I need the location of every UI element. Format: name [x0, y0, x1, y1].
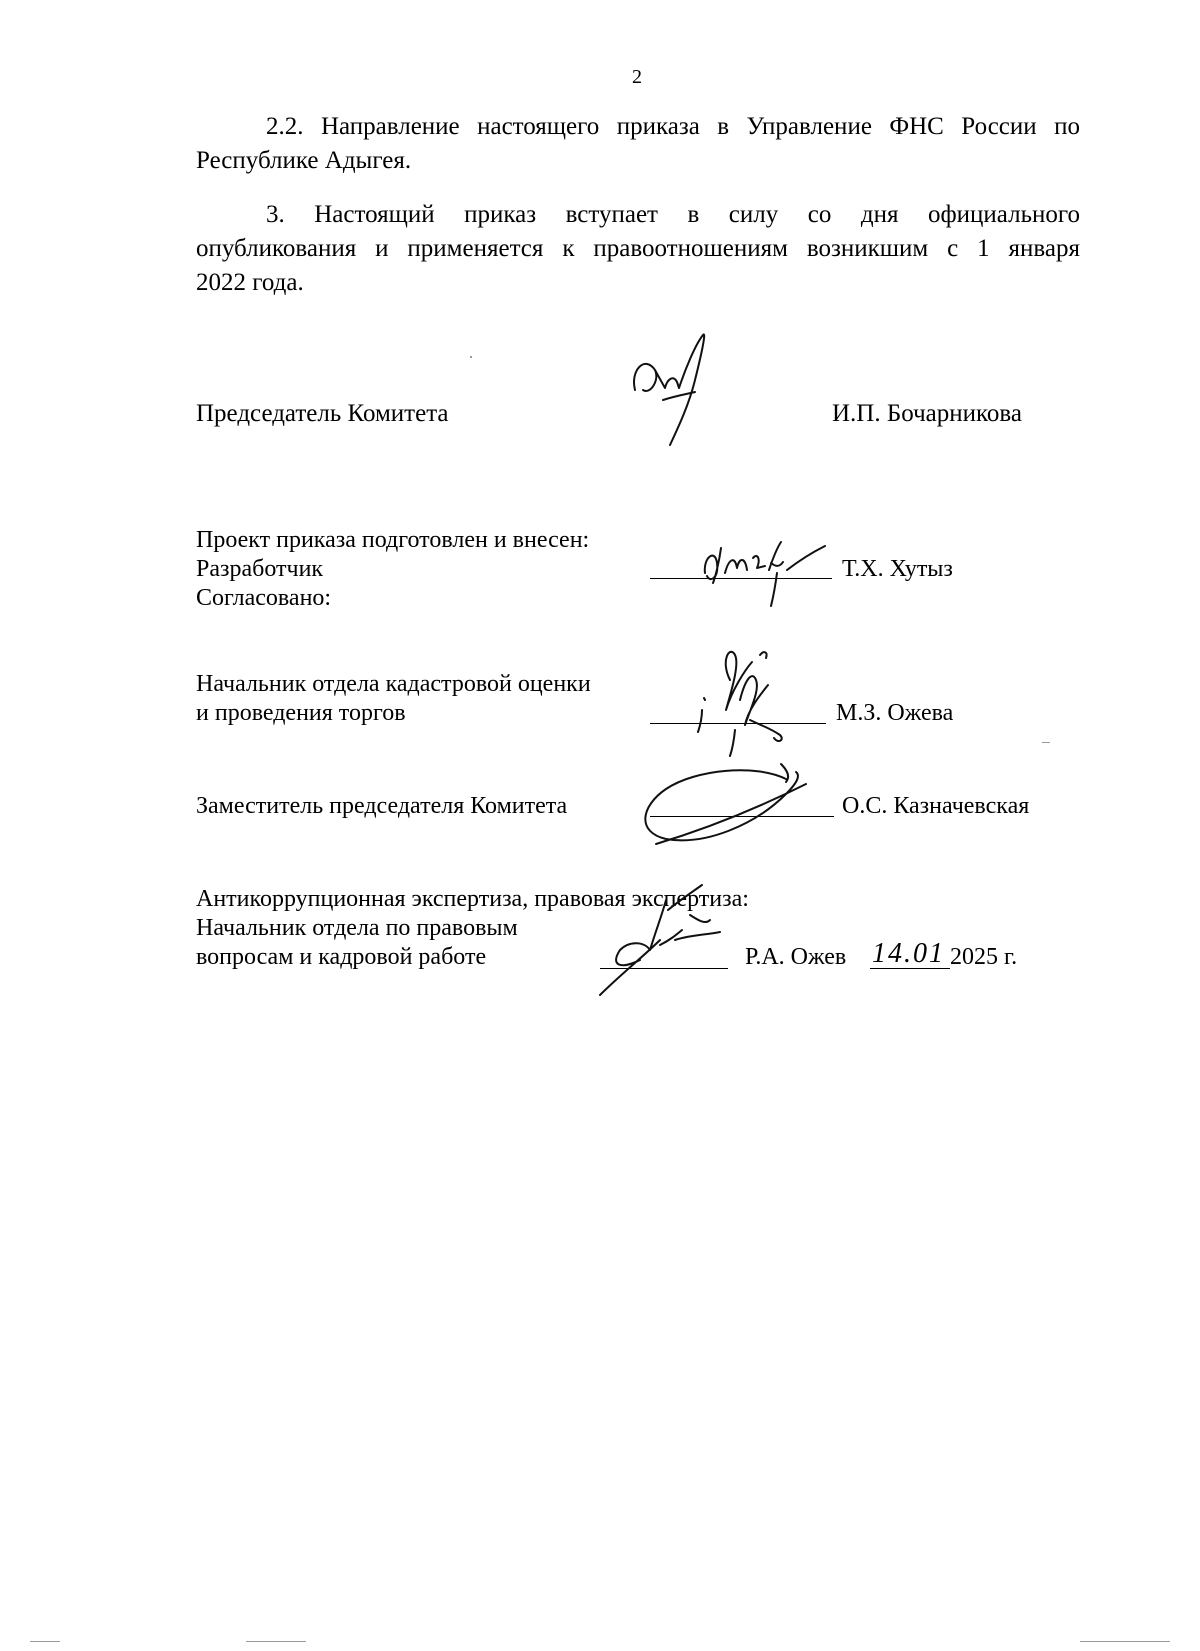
paragraph-3 [196, 198, 1080, 300]
scan-speck [1080, 1641, 1170, 1642]
signature-khutyz-icon [695, 528, 835, 608]
signature-kaznachevskaya-icon [636, 754, 816, 854]
developer-label: Разработчик [196, 556, 324, 582]
page-number: 2 [632, 66, 642, 88]
scan-speck [470, 356, 472, 358]
deputy-name: О.С. Казначевская [842, 793, 1030, 819]
cadastral-position-line-1: Начальник отдела кадастровой оценки [196, 671, 591, 697]
legal-position-line-1: Начальник отдела по правовым [196, 915, 518, 941]
signature-ozhev-icon [590, 880, 750, 1000]
paragraph-2-2-line-2: Республике Адыгея. [196, 147, 412, 174]
chairman-name: И.П. Бочарникова [832, 400, 1022, 427]
scan-speck [1042, 742, 1050, 743]
legal-date-handwritten: 14.01 [872, 938, 945, 969]
legal-date-year: 2025 г. [950, 944, 1018, 970]
cadastral-name: М.З. Ожева [836, 700, 954, 726]
developer-name: Т.Х. Хутыз [842, 556, 953, 582]
legal-position-line-2: вопросам и кадровой работе [196, 944, 487, 970]
agreed-label: Согласовано: [196, 585, 332, 611]
legal-name: Р.А. Ожев [745, 944, 847, 970]
chairman-position: Председатель Комитета [196, 400, 449, 427]
cadastral-position-line-2: и проведения торгов [196, 700, 406, 726]
paragraph-2-2-line-1: 2.2. Направление настоящего приказа в Управление ФНС России по [266, 113, 1080, 140]
deputy-position: Заместитель председателя Комитета [196, 793, 568, 819]
scan-speck [246, 1641, 306, 1642]
expertise-heading: Антикоррупционная экспертиза, правовая экспертиза: [196, 886, 749, 912]
signature-bocharnikova-icon [625, 330, 735, 450]
prepared-heading: Проект приказа подготовлен и внесен: [196, 527, 590, 553]
paragraph-3-line-2: опубликования и применяется к правоотношениям возникшим с 1 января [196, 235, 1080, 262]
signature-ozheva-icon [690, 640, 810, 760]
paragraph-2-2 [196, 110, 1080, 178]
paragraph-3-line-1: 3. Настоящий приказ вступает в силу со дня официального [266, 201, 1080, 228]
scan-speck [30, 1641, 60, 1642]
paragraph-3-line-3: 2022 года. [196, 269, 304, 296]
